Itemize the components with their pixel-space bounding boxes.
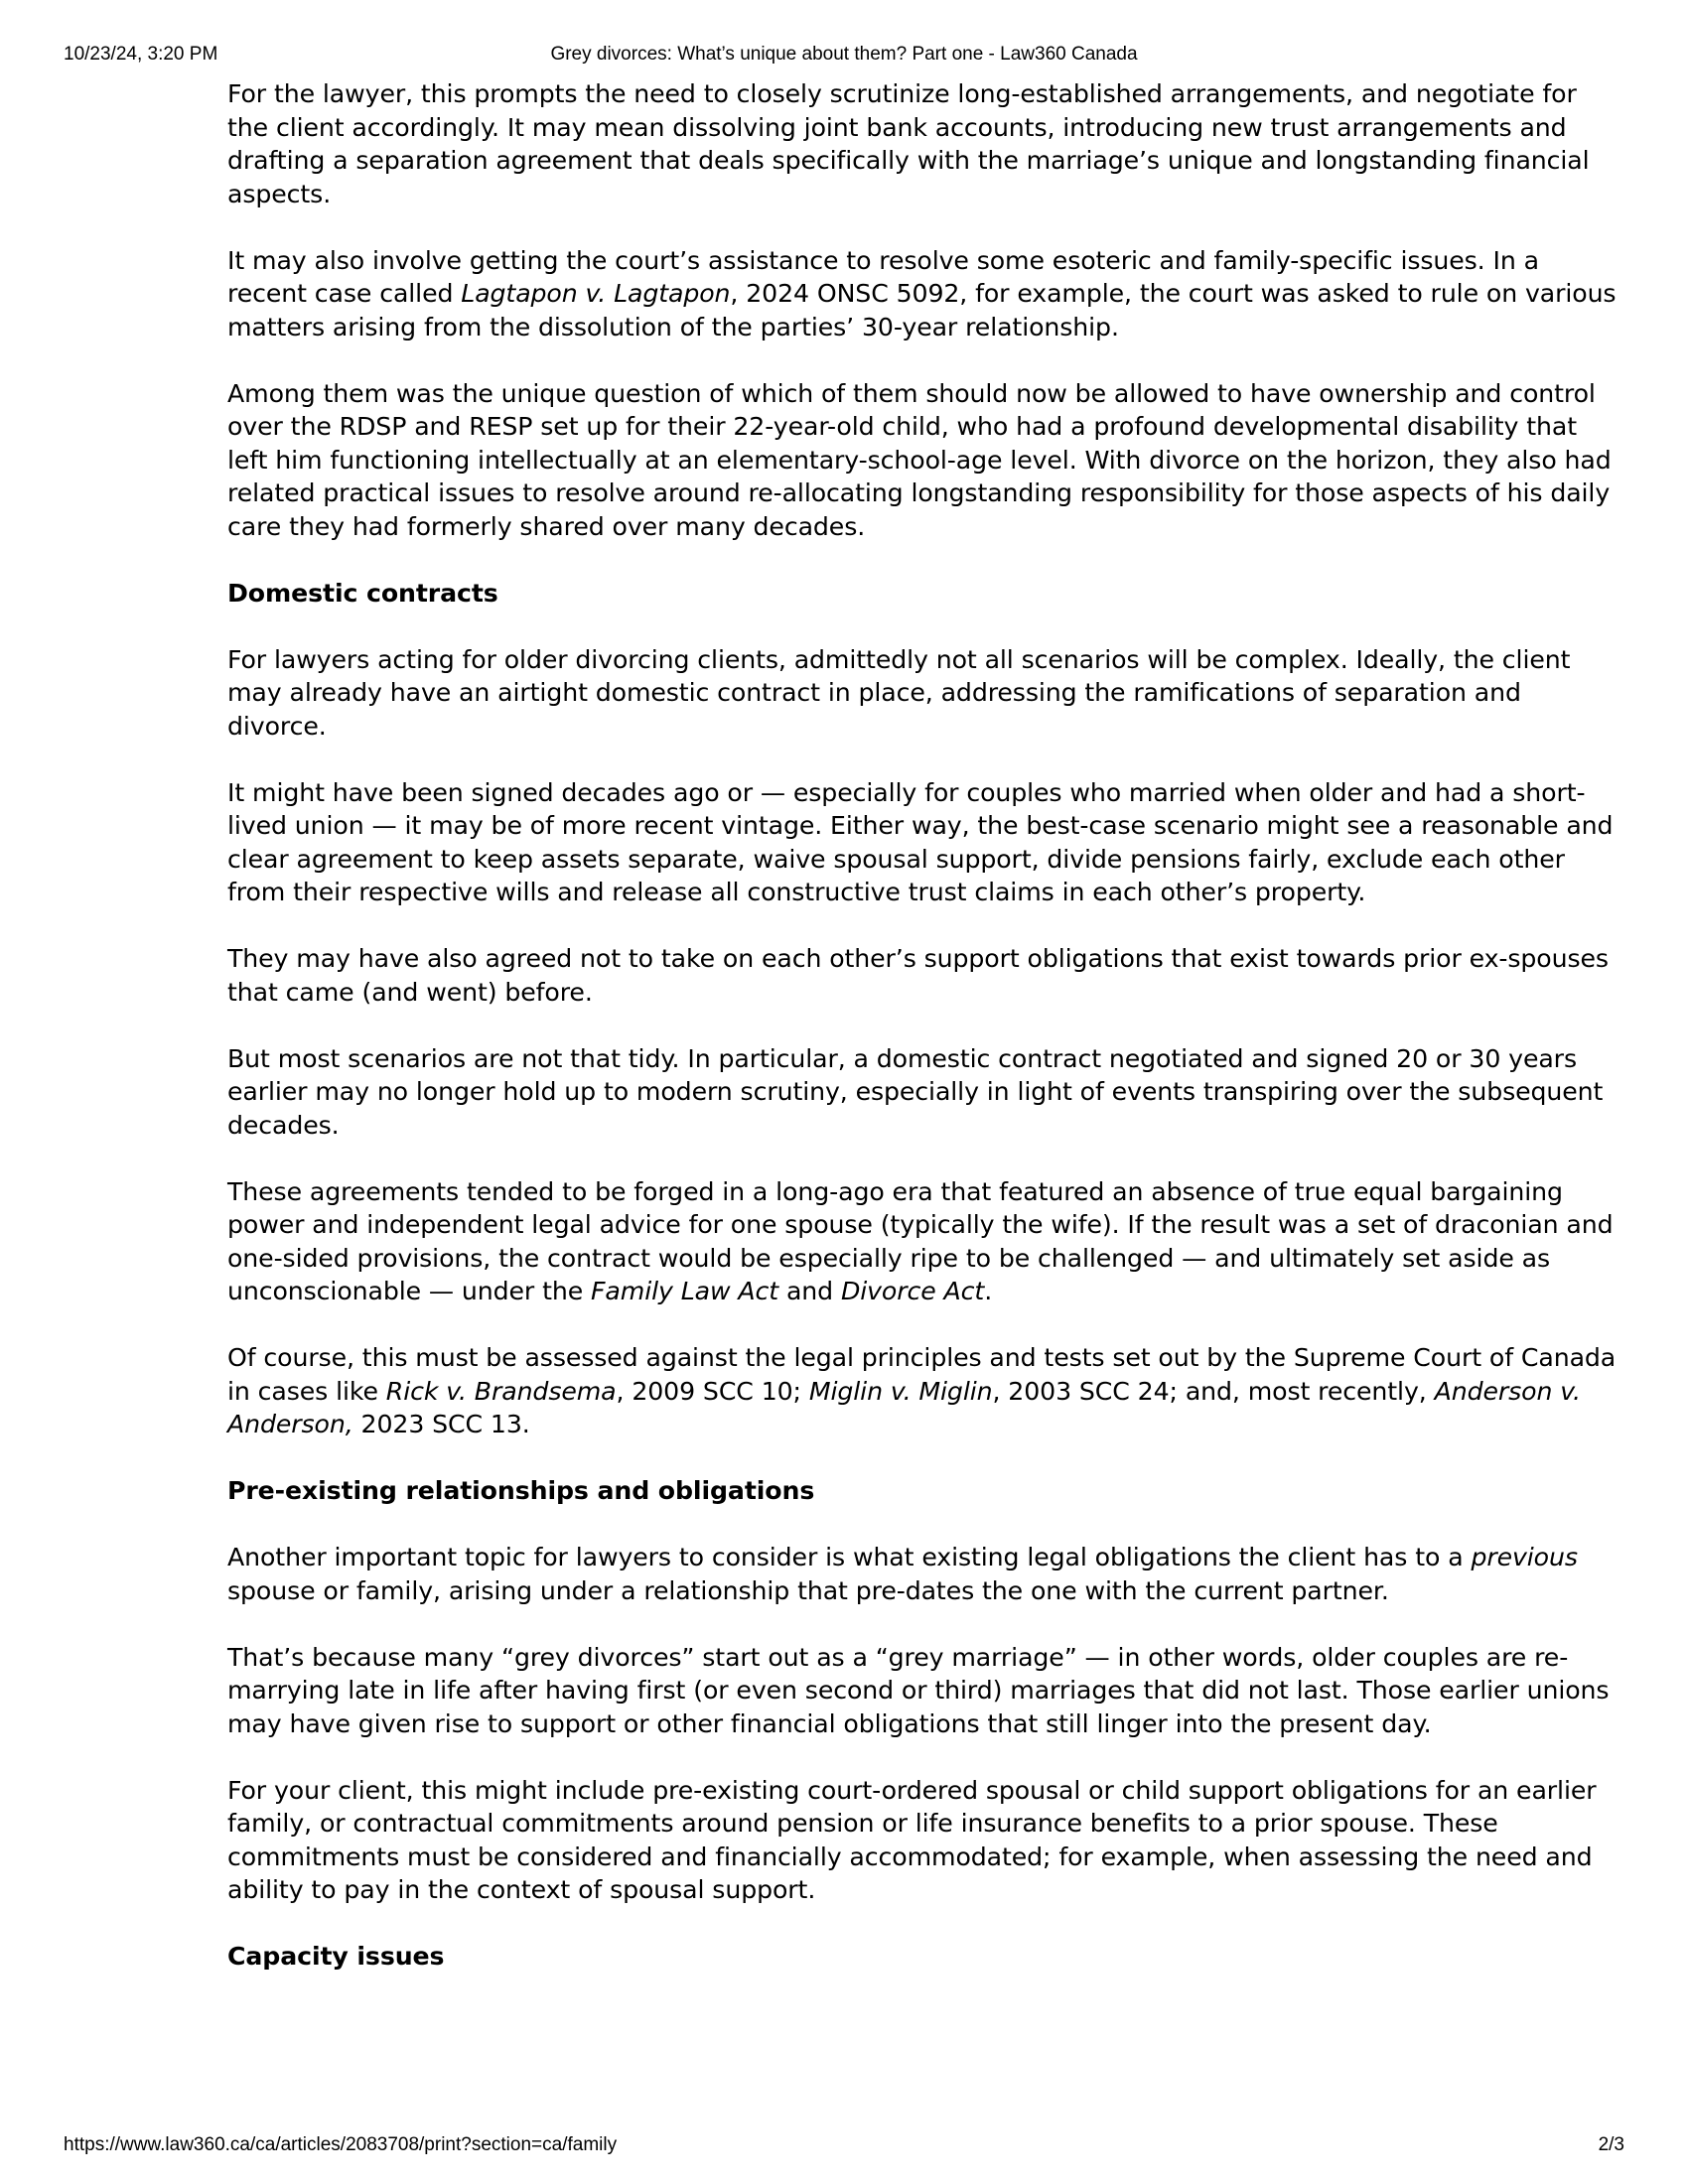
article-body [227,77,1618,2006]
print-footer [64,2134,1624,2158]
section-heading-capacity-issues: Capacity issues [227,1942,445,1971]
case-citation: Lagtapon v. Lagtapon [461,279,731,308]
section-heading-domestic-contracts: Domestic contracts [227,578,498,608]
paragraph: It might have been signed decades ago or — especially for couples who married when older and had a short-lived union — it may be of more recent vintage. Either way, the best-case scenario might see a reasonable and clear agreement to keep assets separate, waive spousal support, divide pensions fairly, exclude each other from their respective wills and release all constructive trust claims in each other’s property. [227,777,1614,906]
paragraph: For your client, this might include pre-existing court-ordered spousal or child support obligations for an earlier family, or contractual commitments around pension or life insurance benefits to a prior spouse. These commitments must be considered and financially accommodated; for example, when assessing the need and ability to pay in the context of spousal support. [227,1775,1597,1904]
case-citation: Miglin v. Miglin [808,1376,993,1406]
paragraph: For the lawyer, this prompts the need to closely scrutinize long-established arrangements, and negotiate for the client accordingly. It may mean dissolving joint bank accounts, introducing new trust arrangements and drafting a separation agreement that deals specifically with the marriage’s unique and longstanding financial aspects. [227,79,1590,208]
paragraph: But most scenarios are not that tidy. In particular, a domestic contract negotiated and signed 20 or 30 years earlier may no longer hold up to modern scrutiny, especially in light of events transpiring over the subsequent decades. [227,1043,1604,1140]
paragraph: Among them was the unique question of which of them should now be allowed to have ownership and control over the RDSP and RESP set up for their 22-year-old child, who had a profound developmental disability that left him functioning intellectually at an elementary-school-age level. With divorce on the horizon, they also had related practical issues to resolve around re-allocating longstanding responsibility for those aspects of his daily care they had formerly shared over many decades. [227,378,1612,541]
case-citation: Anderson v. Anderson, [227,1376,1581,1438]
paragraph: It may also involve getting the court’s assistance to resolve some esoteric and family-specific issues. In a recent case called Lagtapon v. Lagtapon, 2024 ONSC 5092, for example, the court was asked to rule on various matters arising from the dissolution of the parties’ 30-year relationship. [227,245,1617,341]
paragraph: For lawyers acting for older divorcing clients, admittedly not all scenarios will be complex. Ideally, the client may already have an airtight domestic contract in place, addressing the ramifications of separation and divorce. [227,644,1571,741]
section-heading-pre-existing-relationships: Pre-existing relationships and obligations [227,1476,815,1505]
act-title: Divorce Act [840,1277,985,1305]
page-number: 2/3 [1598,2134,1624,2155]
paragraph: They may have also agreed not to take on each other’s support obligations that exist towards prior ex-spouses that came (and went) before. [227,944,1609,1007]
paragraph: Of course, this must be assessed against the legal principles and tests set out by the Supreme Court of Canada in cases like Rick v. Brandsema, 2009 SCC 10; Miglin v. Miglin, 2003 SCC 24; and, most recently, Anderson v. Anderson, 2023 SCC 13. [227,1343,1617,1438]
print-page-title: Grey divorces: What’s unique about them? Part one - Law360 Canada [550,44,1138,65]
paragraph: These agreements tended to be forged in a long-ago era that featured an absence of true equal bargaining power and independent legal advice for one spouse (typically the wife). If the result was a set of draconian and one-sided provisions, the contract would be especially ripe to be challenged — and ultimately set aside as unconscionable — under the Family Law Act and Divorce Act. [227,1176,1614,1305]
act-title: Family Law Act [591,1277,779,1305]
print-url: https://www.law360.ca/ca/articles/2083708/print?section=ca/family [64,2134,618,2155]
paragraph: Another important topic for lawyers to consider is what existing legal obligations the client has to a previous spouse or family, arising under a relationship that pre-dates the one with the current partner. [227,1543,1578,1605]
case-citation: Rick v. Brandsema [385,1376,617,1406]
print-datetime: 10/23/24, 3:20 PM [64,44,218,65]
print-header [64,44,1624,68]
paragraph: That’s because many “grey divorces” start out as a “grey marriage” — in other words, older couples are re-marrying late in life after having first (or even second or third) marriages that did not last. Those earlier unions may have given rise to support or other financial obligations that still linger into the present day. [227,1642,1610,1738]
emphasis: previous [1471,1543,1578,1571]
